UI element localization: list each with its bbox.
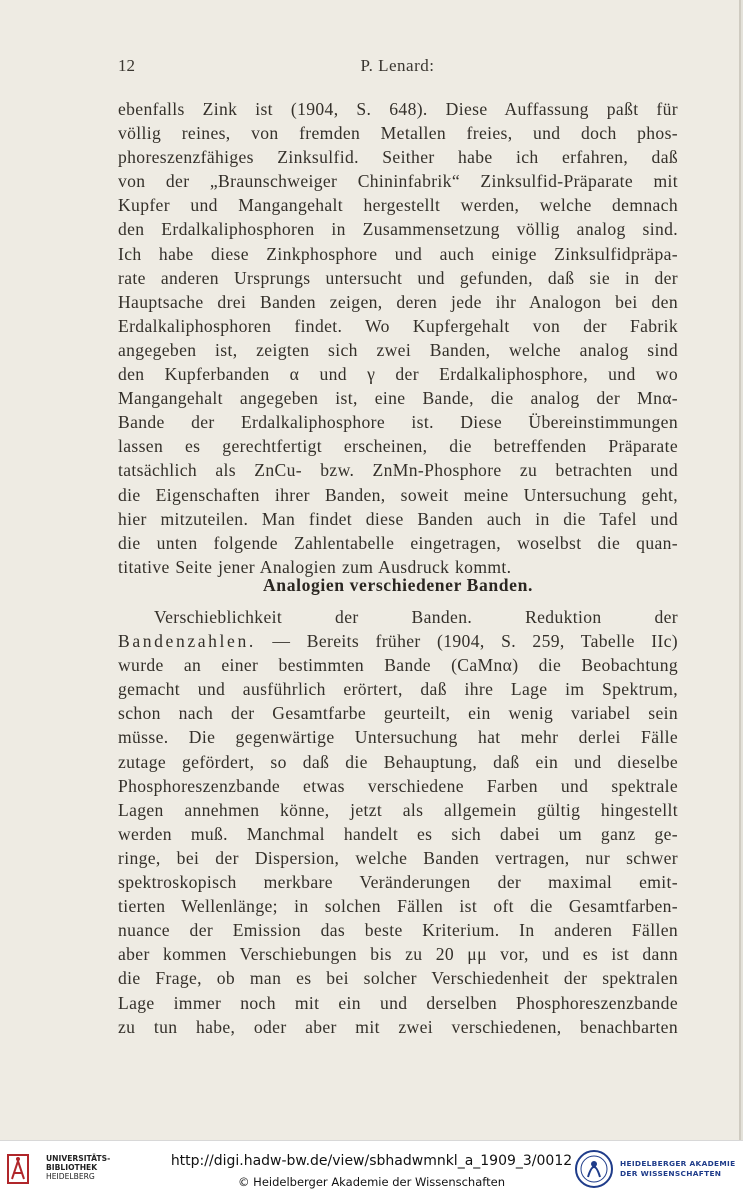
text-line: hier mitzuteilen. Man findet diese Banden auch in die Tafel und <box>118 508 678 529</box>
section-heading: Analogien verschiedener Banden. <box>263 575 533 595</box>
text-line: tatsächlich als ZnCu- bzw. ZnMn-Phosphore zu betrachten und <box>118 460 678 481</box>
academy-name <box>620 1159 735 1179</box>
text-line: zutage gefördert, so daß die Behauptung, daß ein und dieselbe <box>118 751 678 772</box>
text-line: müsse. Die gegenwärtige Untersuchung hat mehr derlei Fälle <box>118 727 678 748</box>
first-line-rest: — Bereits früher (1904, S. 259, Tabelle IIc) <box>255 631 678 652</box>
text-line: Kupfer und Mangangehalt hergestellt werden, welche demnach <box>118 195 678 216</box>
text-line: rate anderen Ursprungs untersucht und gefunden, daß sie in der <box>118 267 678 288</box>
page-number: 12 <box>118 56 135 75</box>
library-name-line: BIBLIOTHEK <box>46 1163 98 1172</box>
text-line: nuance der Emission das beste Kriterium. In anderen Fällen <box>118 920 678 941</box>
text-line: gemacht und ausführlich erörtert, daß ihre Lage im Spektrum, <box>118 679 678 700</box>
text-line: titative Seite jener Analogien zum Ausdruck kommt. <box>118 556 512 577</box>
academy-name-line: DER WISSENSCHAFTEN <box>620 1169 722 1178</box>
text-line: schon nach der Gesamtfarbe geurteilt, ein wenig variabel sein <box>118 703 678 724</box>
text-line: Bande der Erdalkaliphosphore ist. Diese Übereinstimmungen <box>118 412 678 433</box>
text-line: Erdalkaliphosphoren findet. Wo Kupfergehalt von der Fabrik <box>118 315 678 336</box>
text-line: von der „Braunschweiger Chininfabrik“ Zinksulfid-Präparate mit <box>118 171 678 192</box>
text-line: völlig reines, von fremden Metallen freies, und doch phos- <box>118 123 678 144</box>
running-title: P. Lenard: <box>360 56 435 75</box>
text-line: tierten Wellenlänge; in solchen Fällen ist oft die Gesamtfarben- <box>118 896 678 917</box>
text-line: Ich habe diese Zinkphosphore und auch einige Zinksulfidpräpa- <box>118 243 678 264</box>
text-line: Lage immer noch mit ein und derselben Phosphoreszenzbande <box>118 992 678 1013</box>
academy-name-line: HEIDELBERGER AKADEMIE <box>620 1159 736 1168</box>
viewer-footer <box>0 1140 743 1196</box>
text-line: den Kupferbanden α und γ der Erdalkaliphosphore, und wo <box>118 364 678 385</box>
text-line: ebenfalls Zink ist (1904, S. 648). Diese Auffassung paßt für <box>118 99 678 119</box>
running-head <box>118 56 677 78</box>
text-line: zu tun habe, oder aber mit zwei verschiedenen, benachbarten <box>118 1016 678 1037</box>
text-line: werden muß. Manchmal handelt es sich dabei um ganz ge- <box>118 823 678 844</box>
text-line: den Erdalkaliphosphoren in Zusammensetzung völlig analog sind. <box>118 219 678 240</box>
text-line: die Frage, ob man es bei solcher Verschiedenheit der spektralen <box>118 968 678 989</box>
text-line: die Eigenschaften ihrer Banden, soweit meine Untersuchung geht, <box>118 484 678 505</box>
spaced-lead-line: Verschieblichkeit der Banden. Reduktion der <box>154 607 678 627</box>
text-line: angegeben ist, zeigten sich zwei Banden, welche analog sind <box>118 339 678 360</box>
spaced-lead-continuation: Bandenzahlen. <box>118 631 256 652</box>
text-line: ringe, bei der Dispersion, welche Banden vertragen, nur schwer <box>118 847 678 868</box>
text-line <box>118 629 678 653</box>
permalink-url[interactable]: http://digi.hadw-bw.de/view/sbhadwmnkl_a_1909_3/0012 <box>170 1153 573 1169</box>
text-line: wurde an einer bestimmten Bande (CaMnα) die Beobachtung <box>118 655 678 676</box>
text-line: Lagen annehmen könne, jetzt als allgemein gültig hingestellt <box>118 799 678 820</box>
text-line: die unten folgende Zahlentabelle eingetragen, woselbst die quan- <box>118 532 678 553</box>
copyright-notice: © Heidelberger Akademie der Wissenschaften <box>238 1175 505 1189</box>
paragraph-1 <box>118 97 678 579</box>
text-line: Phosphoreszenzbande etwas verschiedene Farben und spektrale <box>118 775 678 796</box>
text-line: Mangangehalt angegeben ist, eine Bande, die analog der Mnα- <box>118 388 678 409</box>
library-name-line: HEIDELBERG <box>46 1172 95 1181</box>
library-name-line: UNIVERSITÄTS- <box>46 1154 111 1163</box>
text-line: spektroskopisch merkbare Veränderungen der maximal emit- <box>118 872 678 893</box>
text-line: Hauptsache drei Banden zeigen, deren jede ihr Analogon bei den <box>118 291 678 312</box>
text-line: aber kommen Verschiebungen bis zu 20 μμ vor, und es ist dann <box>118 944 678 965</box>
paragraph-2 <box>118 605 678 1039</box>
text-line: phoreszenzfähiges Zinksulfid. Seither habe ich erfahren, daß <box>118 147 678 168</box>
academy-seal-icon <box>574 1149 614 1189</box>
text-line: lassen es gerechtfertigt erscheinen, die betreffenden Präparate <box>118 436 678 457</box>
